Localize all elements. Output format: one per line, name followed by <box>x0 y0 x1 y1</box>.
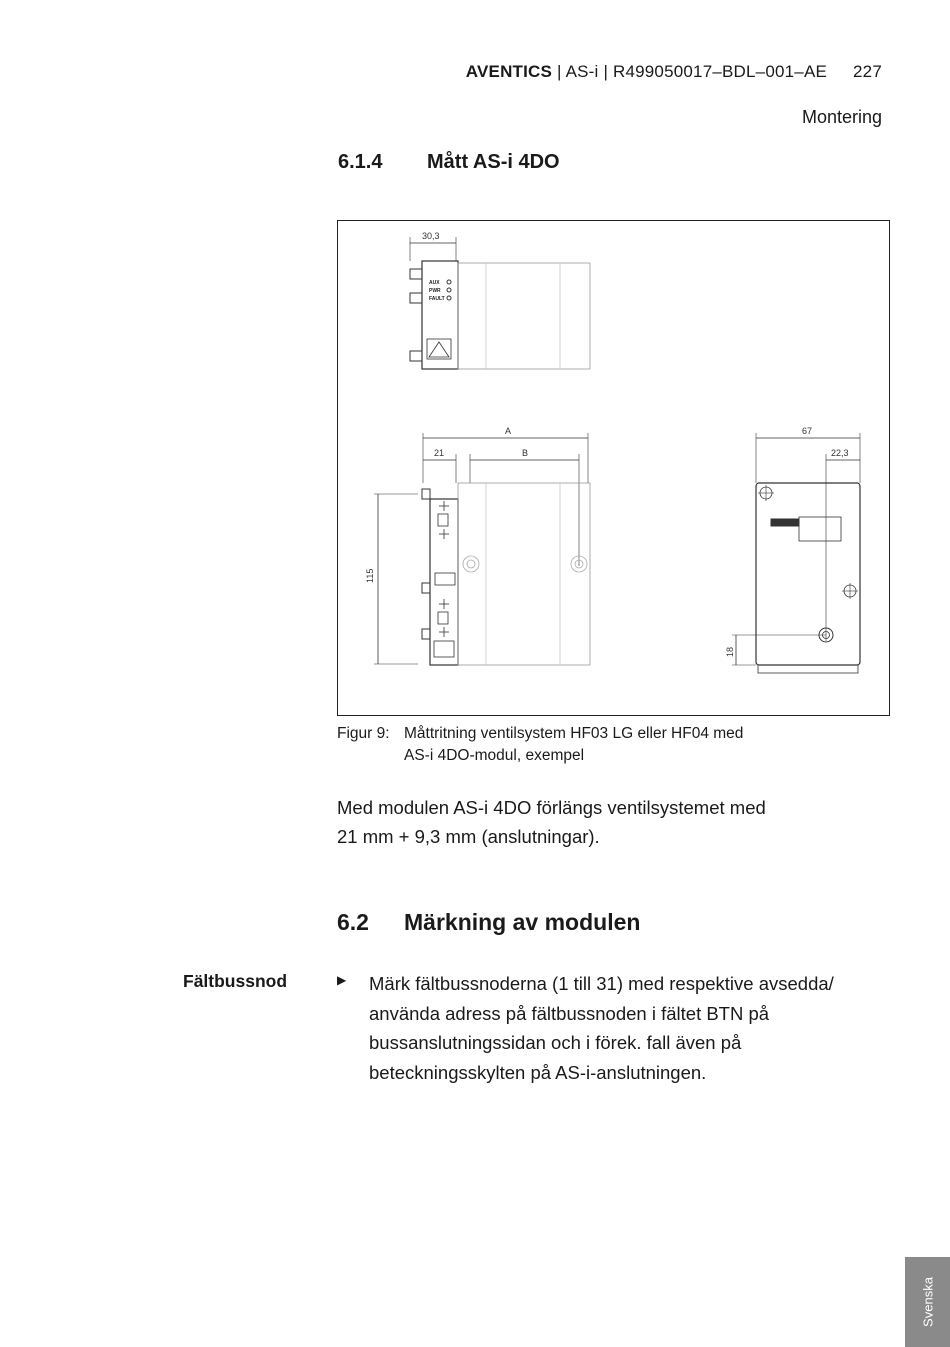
bullet-line-4: beteckningsskylten på AS-i-anslutningen. <box>369 1061 707 1083</box>
document-info: | AS-i | R499050017–BDL–001–AE <box>552 62 828 81</box>
caption-label: Figur 9: <box>337 725 390 742</box>
caption-line-1: Måttritning ventilsystem HF03 LG eller HF04 med <box>404 725 744 742</box>
figure-caption <box>337 723 743 767</box>
dimension-drawing <box>337 220 890 716</box>
language-tab <box>905 1257 950 1347</box>
dim-18-label: 18 <box>725 646 735 657</box>
running-header <box>466 62 882 82</box>
paragraph-line-2: 21 mm + 9,3 mm (anslutningar). <box>337 826 600 847</box>
dim-a-label: A <box>505 426 512 436</box>
bullet-line-2: använda adress på fältbussnoden i fältet BTN på <box>369 1002 770 1024</box>
front-view <box>365 426 590 665</box>
dim-115-label: 115 <box>365 568 375 583</box>
bullet-line-1: Märk fältbussnoderna (1 till 31) med respektive avsedda/ <box>369 973 834 994</box>
body-paragraph <box>337 793 837 851</box>
section-number: 6.2 <box>337 909 369 935</box>
led-fault-label: FAULT <box>429 296 445 302</box>
instruction-bullet <box>369 969 879 1087</box>
chapter-label: Montering <box>801 107 882 127</box>
section-number: 6.1.4 <box>338 151 383 173</box>
caption-line-2: AS-i 4DO-modul, exempel <box>404 747 585 764</box>
dim-67-label: 67 <box>802 426 813 436</box>
section-heading-6-1-4 <box>338 151 560 174</box>
bullet-marker-icon: ▶ <box>337 973 347 987</box>
dim-b-label: B <box>522 448 529 458</box>
dim-22-3-label: 22,3 <box>831 448 849 458</box>
language-tab-label: Svenska <box>920 1277 935 1327</box>
led-pwr-label: PWR <box>429 288 441 294</box>
top-view <box>410 231 590 369</box>
margin-label: Fältbussnod <box>183 971 288 991</box>
bullet-line-3: bussanslutningssidan och i förek. fall även på <box>369 1032 742 1053</box>
led-aux-label: AUX <box>429 280 440 286</box>
section-title: Märkning av modulen <box>404 909 641 935</box>
dim-21-label: 21 <box>434 448 445 458</box>
dim-30-3-label: 30,3 <box>422 231 440 241</box>
paragraph-line-1: Med modulen AS-i 4DO förlängs ventilsystemet med <box>337 797 766 818</box>
section-title: Mått AS-i 4DO <box>427 151 560 173</box>
side-view <box>725 426 860 673</box>
section-heading-6-2 <box>337 909 640 936</box>
page-number: 227 <box>853 62 882 81</box>
brand-name: AVENTICS <box>465 62 553 81</box>
